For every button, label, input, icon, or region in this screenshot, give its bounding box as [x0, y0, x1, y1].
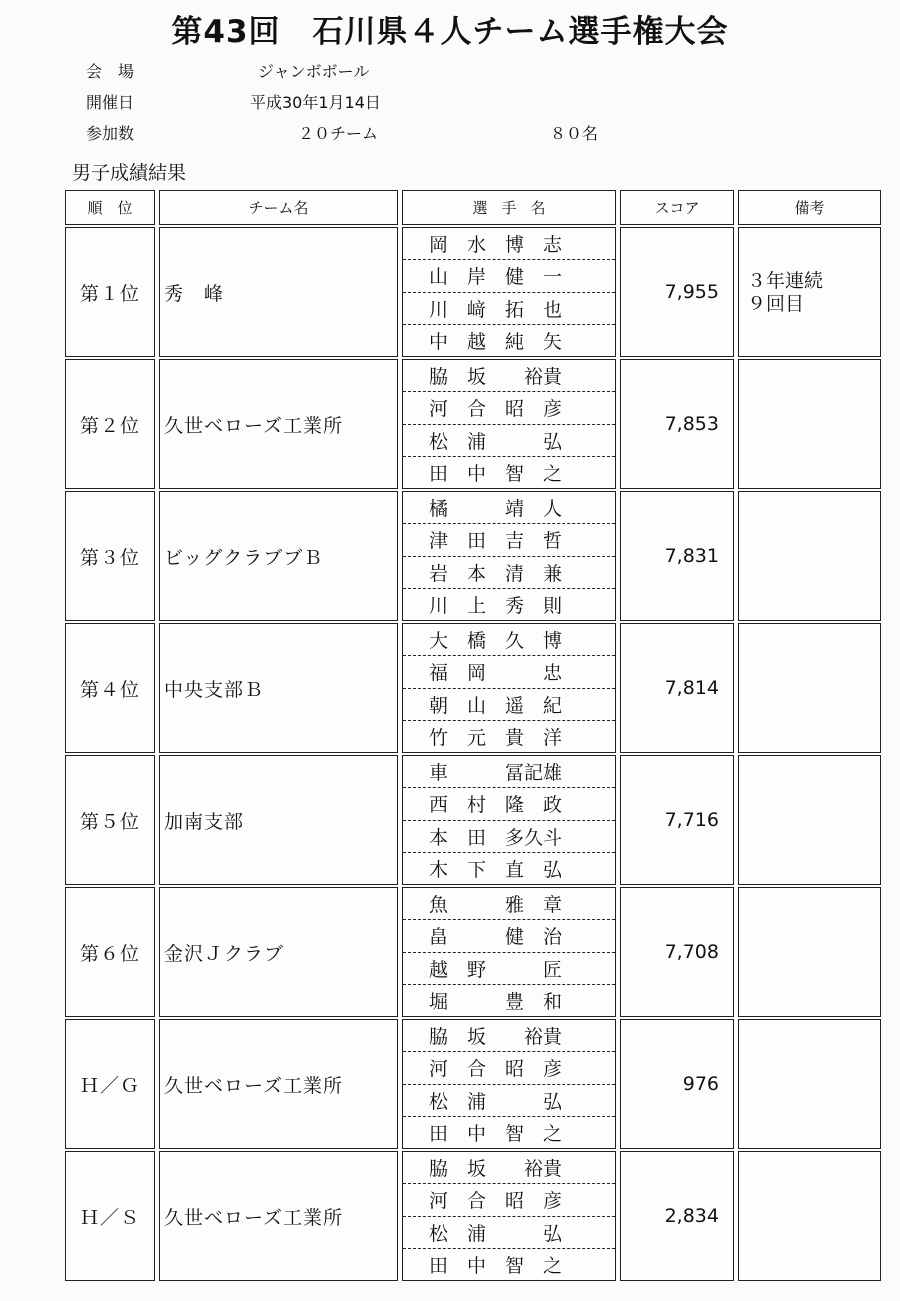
player-name: 松 浦 弘: [403, 1085, 615, 1117]
date-label: 開催日: [86, 93, 135, 112]
players-cell: [402, 227, 616, 357]
player-name: 岩 本 清 兼: [403, 557, 615, 589]
player-name: 川 﨑 拓 也: [403, 293, 615, 325]
player-name: 田 中 智 之: [429, 1254, 563, 1277]
remark-line: ３年連続: [747, 270, 824, 292]
players-cell: [402, 1019, 616, 1149]
remarks-cell: [738, 887, 881, 1017]
remarks-cell: [738, 1019, 881, 1149]
team-name-cell: 中央支部Ｂ: [159, 623, 398, 753]
player-name: 河 合 昭 彦: [403, 1184, 615, 1216]
team-name-cell: 久世ベローズ工業所: [159, 1151, 398, 1281]
player-name: 脇 坂 裕貴: [403, 1020, 615, 1052]
header-score: スコア: [620, 190, 734, 225]
player-name: 岡 水 博 志: [403, 228, 615, 260]
remarks-cell: [738, 359, 881, 489]
team-name-cell: 加南支部: [159, 755, 398, 885]
people-count: ８０名: [550, 124, 599, 143]
participants-label: 参加数: [86, 124, 135, 143]
player-name: 福 岡 忠: [403, 656, 615, 688]
team-name-cell: 秀 峰: [159, 227, 398, 357]
header-team: チーム名: [159, 190, 398, 225]
score-cell: 7,831: [620, 491, 734, 621]
player-name: 魚 雅 章: [403, 888, 615, 920]
player-name: 堀 豊 和: [429, 990, 563, 1013]
player-name: 津 田 吉 哲: [403, 524, 615, 556]
team-name-cell: 金沢Ｊクラブ: [159, 887, 398, 1017]
rank-cell: Ｈ／Ｓ: [65, 1151, 155, 1281]
player-name: 朝 山 遥 紀: [403, 689, 615, 721]
team-name-cell: ビッグクラブブＢ: [159, 491, 398, 621]
players-cell: [402, 755, 616, 885]
player-name: 大 橋 久 博: [403, 624, 615, 656]
team-name-cell: 久世ベローズ工業所: [159, 359, 398, 489]
rank-cell: 第５位: [65, 755, 155, 885]
player-name: 松 浦 弘: [403, 1217, 615, 1249]
results-table: [65, 190, 881, 1281]
section-title: 男子成績結果: [72, 162, 187, 184]
players-cell: [402, 887, 616, 1017]
players-cell: [402, 623, 616, 753]
players-cell: [402, 491, 616, 621]
score-cell: 976: [620, 1019, 734, 1149]
score-cell: 7,708: [620, 887, 734, 1017]
rank-cell: 第１位: [65, 227, 155, 357]
player-name: 竹 元 貴 洋: [429, 726, 563, 749]
player-name: 越 野 匠: [403, 953, 615, 985]
header-players: 選手名: [402, 190, 616, 225]
remarks-cell: [738, 623, 881, 753]
rank-cell: 第３位: [65, 491, 155, 621]
remarks-cell: [738, 491, 881, 621]
player-name: 川 上 秀 則: [429, 594, 563, 617]
header-remarks: 備考: [738, 190, 881, 225]
remarks-cell: [738, 755, 881, 885]
player-name: 中 越 純 矢: [429, 330, 563, 353]
venue-value: ジャンボボール: [258, 62, 370, 81]
page-title: 第43回 石川県４人チーム選手権大会: [171, 14, 729, 50]
header-rank: 順 位: [65, 190, 155, 225]
player-name: 河 合 昭 彦: [403, 1052, 615, 1084]
player-name: 橘 靖 人: [403, 492, 615, 524]
player-name: 田 中 智 之: [429, 462, 563, 485]
player-name: 山 岸 健 一: [403, 260, 615, 292]
player-name: 西 村 隆 政: [403, 788, 615, 820]
player-name: 畠 健 治: [403, 920, 615, 952]
player-name: 脇 坂 裕貴: [403, 360, 615, 392]
teams-count: ２０チーム: [298, 124, 379, 143]
rank-cell: Ｈ／Ｇ: [65, 1019, 155, 1149]
score-cell: 2,834: [620, 1151, 734, 1281]
player-name: 松 浦 弘: [403, 425, 615, 457]
score-cell: 7,814: [620, 623, 734, 753]
score-cell: 7,853: [620, 359, 734, 489]
rank-cell: 第６位: [65, 887, 155, 1017]
venue-label: 会 場: [86, 62, 135, 81]
player-name: 脇 坂 裕貴: [403, 1152, 615, 1184]
player-name: 河 合 昭 彦: [403, 392, 615, 424]
date-value: 平成30年1月14日: [250, 93, 381, 112]
team-name-cell: 久世ベローズ工業所: [159, 1019, 398, 1149]
rank-cell: 第２位: [65, 359, 155, 489]
remark-line: ９回目: [747, 293, 805, 315]
score-cell: 7,955: [620, 227, 734, 357]
players-cell: [402, 359, 616, 489]
score-cell: 7,716: [620, 755, 734, 885]
remarks-cell: [738, 1151, 881, 1281]
remarks-cell: [738, 227, 881, 357]
player-name: 田 中 智 之: [429, 1122, 563, 1145]
players-cell: [402, 1151, 616, 1281]
player-name: 車 冨記雄: [403, 756, 615, 788]
rank-cell: 第４位: [65, 623, 155, 753]
player-name: 本 田 多久斗: [403, 821, 615, 853]
player-name: 木 下 直 弘: [429, 858, 563, 881]
